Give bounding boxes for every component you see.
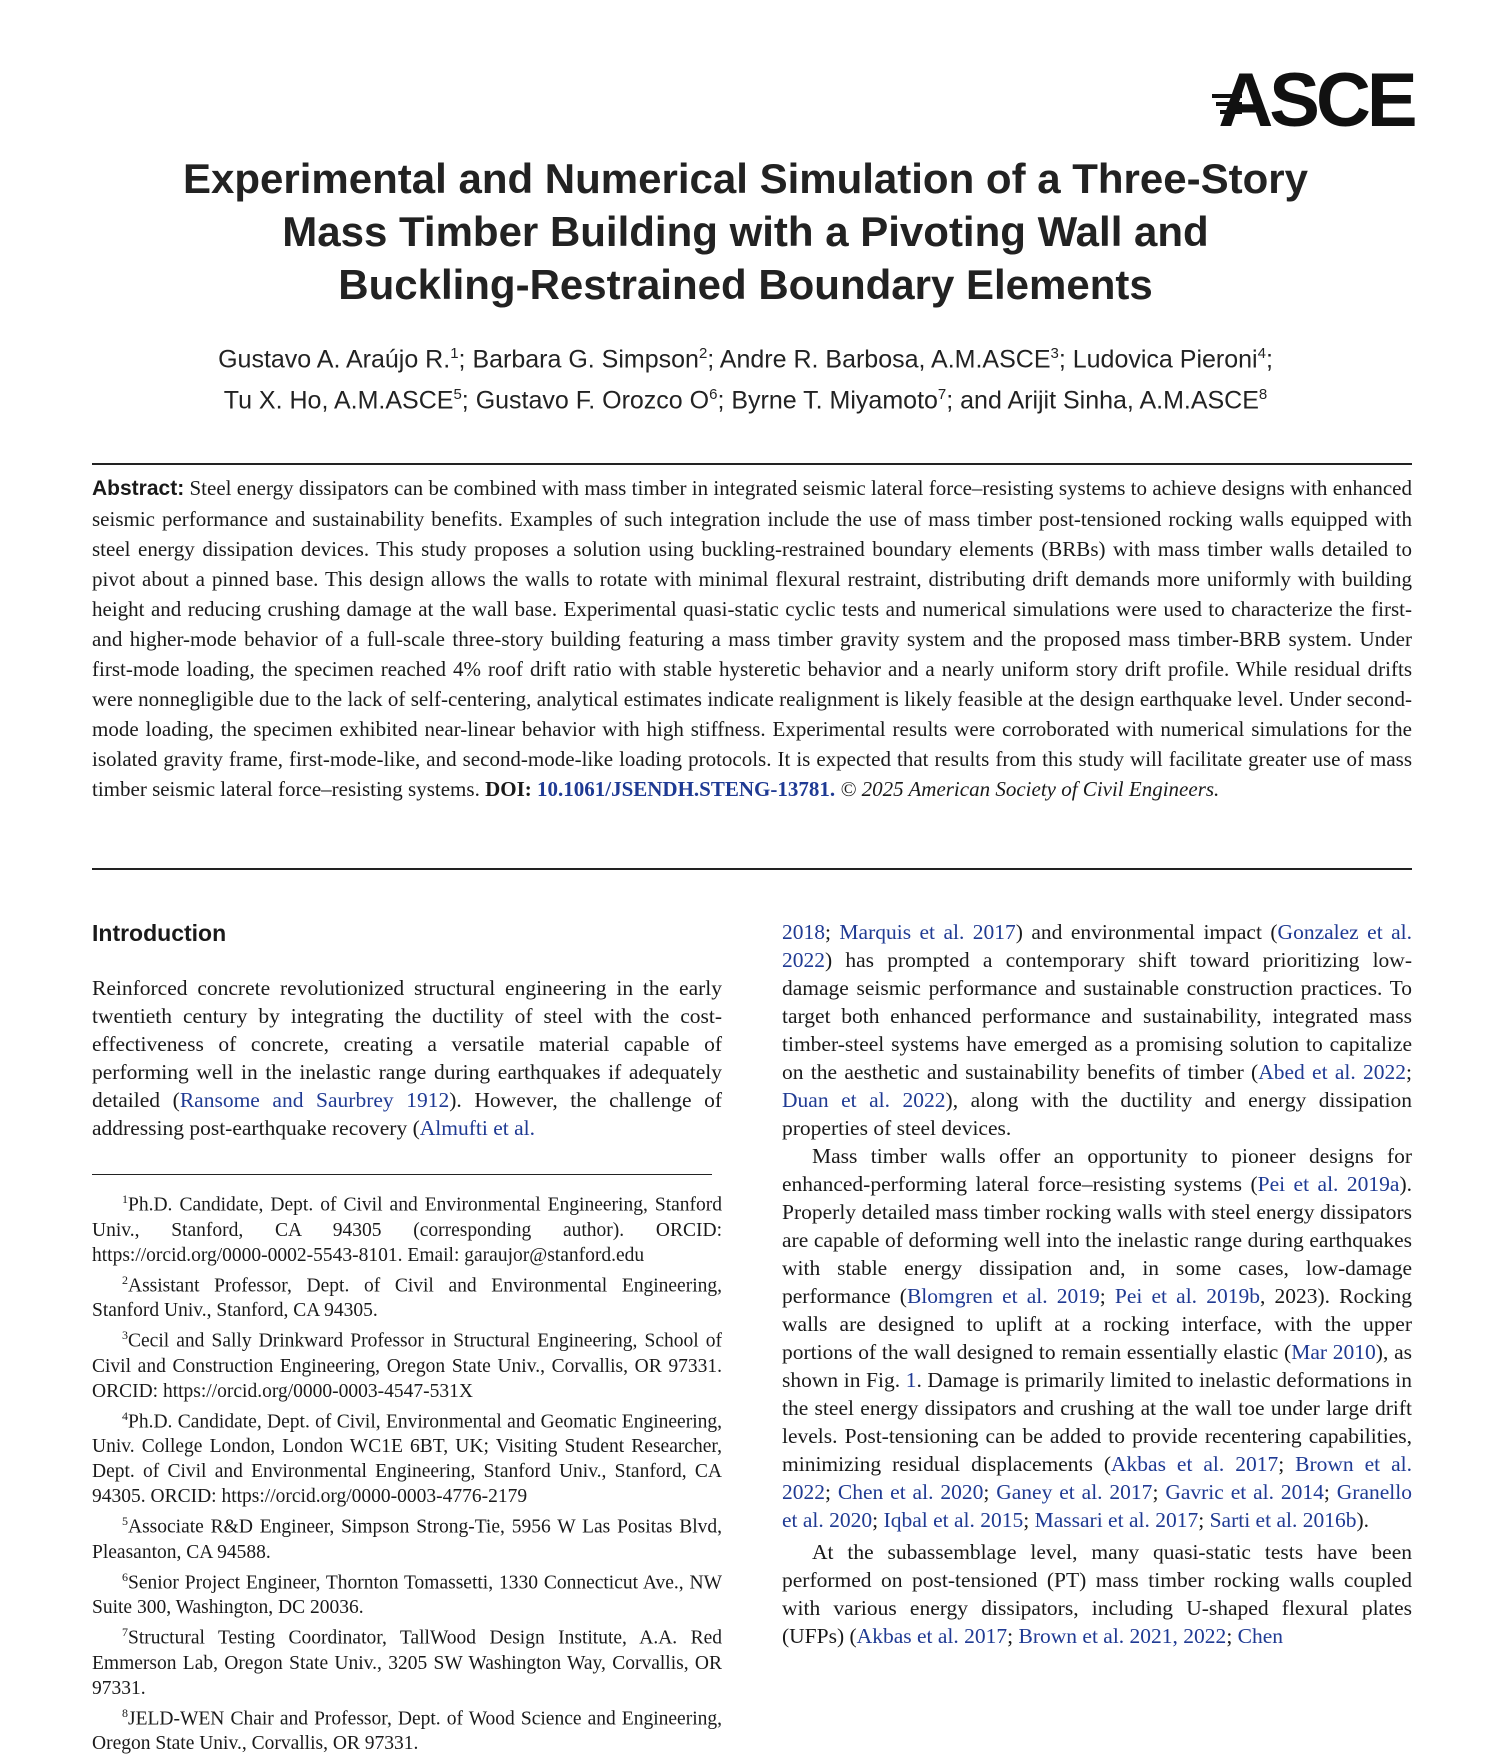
text-run: Mass timber walls offer an opportunity to pioneer designs for enhanced-performing lateral force–resisting systems ( <box>782 1144 1412 1196</box>
author-name: Barbara G. Simpson <box>472 345 699 373</box>
footnote-marker: 3 <box>122 1328 128 1342</box>
citation-link[interactable]: Duan et al. 2022 <box>782 1088 946 1112</box>
citation-link[interactable]: Pei et al. 2019a <box>1258 1172 1400 1196</box>
citation-link[interactable]: Massari et al. 2017 <box>1035 1508 1199 1532</box>
citation-link[interactable]: Brown et al. 2022 <box>782 1452 1412 1504</box>
author-name: Ludovica Pieroni <box>1073 345 1258 373</box>
text-run: ) and environmental impact ( <box>1016 920 1278 944</box>
citation-link[interactable]: Ganey et al. 2017 <box>996 1480 1152 1504</box>
footnote-rule <box>92 1174 712 1175</box>
author-line-2 <box>80 377 1411 418</box>
text-run: ; <box>1324 1480 1337 1504</box>
author-list <box>80 336 1411 419</box>
citation-link[interactable]: Marquis et al. 2017 <box>839 920 1015 944</box>
text-run: ). However, the challenge of addressing post-earthquake recovery ( <box>92 1088 722 1140</box>
title-line: Experimental and Numerical Simulation of a Three-Story <box>80 152 1411 205</box>
right-column <box>782 918 1412 1650</box>
citation-link[interactable]: Brown et al. 2021, 2022 <box>1019 1624 1227 1648</box>
citation-link[interactable]: 2018 <box>782 920 825 944</box>
footnote-text: Cecil and Sally Drinkward Professor in Structural Engineering, School of Civil and Construction Engineering, Oregon State Univ., Corvallis, OR 97331. ORCID: https://orcid.org/0000-0003-4547-531X <box>92 1331 722 1402</box>
footnote <box>92 1620 722 1701</box>
text-run: ; <box>1100 1284 1115 1308</box>
abstract-label: Abstract: <box>92 477 184 500</box>
svg-text:ASCE: ASCE <box>1218 64 1414 132</box>
asce-logo <box>1212 64 1418 132</box>
citation-link[interactable]: Sarti et al. 2016b <box>1210 1508 1357 1532</box>
text-run: ). Properly detailed mass timber rocking walls with steel energy dissipators are capable of deforming well into the inelastic range during earthquakes with stable energy dissipation and, in some cases, low-damage performance ( <box>782 1172 1412 1308</box>
footnote-text: Structural Testing Coordinator, TallWood Design Institute, A.A. Red Emmerson Lab, Oregon State Univ., 3205 SW Washington Way, Corvallis, OR 97331. <box>92 1628 722 1699</box>
text-run: Reinforced concrete revolutionized structural engineering in the early twentieth century by integrating the ductility of steel with the cost-effectiveness of concrete, creating a versatile material capable of performing well in the inelastic range during earthquakes if adequately detailed ( <box>92 976 722 1112</box>
footnote <box>92 1509 722 1565</box>
citation-link[interactable]: Chen <box>1238 1624 1283 1648</box>
abstract <box>92 473 1412 804</box>
abstract-top-rule <box>92 463 1412 465</box>
text-run: ; <box>1023 1508 1034 1532</box>
citation-link[interactable]: Blomgren et al. 2019 <box>907 1284 1100 1308</box>
affiliation-marker: 3 <box>1051 345 1059 362</box>
affiliation-marker: 2 <box>699 345 707 362</box>
text-run: ; <box>1226 1624 1237 1648</box>
footnote-marker: 2 <box>122 1273 128 1287</box>
separator: ; <box>707 345 720 373</box>
article-title <box>80 152 1411 311</box>
citation-link[interactable]: Almufti et al. <box>420 1116 535 1140</box>
author-name: Tu X. Ho, A.M.ASCE <box>224 387 454 415</box>
abstract-text: Steel energy dissipators can be combined with mass timber in integrated seismic lateral force–resisting systems to achieve designs with enhanced seismic performance and sustainability benefits. Examples of such integration include the use of mass timber post-tensioned rocking walls equipped with steel energy dissipation devices. This study proposes a solution using buckling-restrained boundary elements (BRBs) with mass timber walls detailed to pivot about a pinned base. This design allows the walls to rotate with minimal flexural restraint, distributing drift demands more uniformly with building height and reducing crushing damage at the wall base. Experimental quasi-static cyclic tests and numerical simulations were used to characterize the first- and higher-mode behavior of a full-scale three-story building featuring a mass timber gravity system and the proposed mass timber-BRB system. Under first-mode loading, the specimen reached 4% roof drift ratio with stable hysteretic behavior and a nearly uniform story drift profile. While residual drifts were nonnegligible due to the lack of self-centering, analytical estimates indicate realignment is likely feasible at the design earthquake level. Under second-mode loading, the specimen exhibited near-linear behavior with high stiffness. Experimental results were corroborated with numerical simulations for the isolated gravity frame, first-mode-like, and second-mode-like loading protocols. It is expected that results from this study will facilitate greater use of mass timber seismic lateral force–resisting systems. <box>92 476 1412 801</box>
author-name: Gustavo F. Orozco O <box>476 387 709 415</box>
text-run: , 2023). Rocking walls are designed to uplift at a rocking interface, with the upper portions of the wall designed to remain essentially elastic ( <box>782 1284 1412 1364</box>
text-run: ). <box>1356 1508 1369 1532</box>
footnote-marker: 8 <box>122 1706 128 1720</box>
separator: ; <box>1266 345 1273 373</box>
citation-link[interactable]: Iqbal et al. 2015 <box>884 1508 1024 1532</box>
text-run: ; <box>1152 1480 1165 1504</box>
text-run: ; <box>1406 1060 1412 1084</box>
footnote-text: Associate R&D Engineer, Simpson Strong-Tie, 5956 W Las Positas Blvd, Pleasanton, CA 94588. <box>92 1517 722 1563</box>
affiliation-marker: 5 <box>453 386 461 403</box>
citation-link[interactable]: Akbas et al. 2017 <box>857 1624 1007 1648</box>
footnote-text: Assistant Professor, Dept. of Civil and Environmental Engineering, Stanford Univ., Stanford, CA 94305. <box>92 1275 722 1321</box>
citation-link[interactable]: Gonzalez et al. 2022 <box>782 920 1412 972</box>
left-column <box>92 918 722 1756</box>
affiliation-marker: 8 <box>1259 386 1267 403</box>
text-run: ), as shown in Fig. <box>782 1340 1412 1392</box>
citation-link[interactable]: Chen et al. 2020 <box>838 1480 983 1504</box>
affiliation-marker: 1 <box>450 345 458 362</box>
citation-link[interactable]: Gavric et al. 2014 <box>1165 1480 1324 1504</box>
separator: ; and <box>946 387 1007 415</box>
doi-label: DOI: <box>485 777 532 801</box>
title-line: Buckling-Restrained Boundary Elements <box>80 258 1411 311</box>
footnote-text: Ph.D. Candidate, Dept. of Civil and Environmental Engineering, Stanford Univ., Stanford, CA 94305 (corresponding author). ORCID: https://orcid.org/0000-0002-5543-8101. Email: garaujor@stanford.edu <box>92 1195 722 1266</box>
footnotes <box>92 1187 722 1756</box>
body-paragraph <box>782 1538 1412 1650</box>
section-heading-introduction: Introduction <box>92 918 722 948</box>
affiliation-marker: 7 <box>938 386 946 403</box>
title-line: Mass Timber Building with a Pivoting Wall and <box>80 205 1411 258</box>
footnote-marker: 6 <box>122 1570 128 1584</box>
footnote-marker: 5 <box>122 1514 128 1528</box>
text-run: ; <box>825 920 839 944</box>
body-paragraph <box>782 918 1412 1142</box>
footnote <box>92 1701 722 1756</box>
author-name: Andre R. Barbosa, A.M.ASCE <box>720 345 1051 373</box>
citation-link[interactable]: Granello et al. 2020 <box>782 1480 1412 1532</box>
separator: ; <box>717 387 731 415</box>
footnote <box>92 1187 722 1268</box>
citation-link[interactable]: Abed et al. 2022 <box>1258 1060 1406 1084</box>
citation-link[interactable]: Akbas et al. 2017 <box>1111 1452 1278 1476</box>
footnote-marker: 4 <box>122 1409 128 1423</box>
footnote <box>92 1404 722 1510</box>
text-run: ; <box>1007 1624 1018 1648</box>
author-name: Arijit Sinha, A.M.ASCE <box>1007 387 1258 415</box>
separator: ; <box>1059 345 1073 373</box>
footnote <box>92 1565 722 1621</box>
abstract-bottom-rule <box>92 868 1412 870</box>
citation-link[interactable]: Mar 2010 <box>1291 1340 1376 1364</box>
affiliation-marker: 6 <box>709 386 717 403</box>
doi-link[interactable]: 10.1061/JSENDH.STENG-13781. <box>537 777 835 801</box>
footnote <box>92 1268 722 1324</box>
footnote-marker: 1 <box>122 1192 128 1206</box>
body-paragraph <box>782 1142 1412 1534</box>
separator: ; <box>459 345 473 373</box>
text-run: ) has prompted a contemporary shift toward prioritizing low-damage seismic performance and sustainable construction practices. To target both enhanced performance and sustainability, integrated mass timber-steel systems have emerged as a promising solution to capitalize on the aesthetic and sustainability benefits of timber ( <box>782 948 1412 1084</box>
citation-link[interactable]: Pei et al. 2019b <box>1115 1284 1260 1308</box>
intro-paragraph <box>92 974 722 1142</box>
citation-link[interactable]: Ransome and Saurbrey 1912 <box>180 1088 449 1112</box>
author-name: Gustavo A. Araújo R. <box>218 345 450 373</box>
affiliation-marker: 4 <box>1258 345 1266 362</box>
footnote-marker: 7 <box>122 1625 128 1639</box>
author-line-1 <box>80 336 1411 377</box>
citation-link[interactable]: 1 <box>906 1368 917 1392</box>
footnote <box>92 1323 722 1404</box>
text-run: ; <box>983 1480 996 1504</box>
text-run: ; <box>825 1480 838 1504</box>
text-run: ; <box>1198 1508 1209 1532</box>
copyright-notice: © 2025 American Society of Civil Engineers. <box>840 777 1219 801</box>
author-name: Byrne T. Miyamoto <box>731 387 938 415</box>
text-run: ), along with the ductility and energy dissipation properties of steel devices. <box>782 1088 1412 1140</box>
text-run: ; <box>1278 1452 1295 1476</box>
footnote-text: JELD-WEN Chair and Professor, Dept. of Wood Science and Engineering, Oregon State Univ., Corvallis, OR 97331. <box>92 1708 722 1754</box>
footnote-text: Senior Project Engineer, Thornton Tomassetti, 1330 Connecticut Ave., NW Suite 300, Washington, DC 20036. <box>92 1572 722 1618</box>
text-run: ; <box>872 1508 883 1532</box>
text-run: . Damage is primarily limited to inelastic deformations in the steel energy dissipators and crushing at the wall toe under large drift levels. Post-tensioning can be added to provide recentering capabilities, minimizing residual displacements ( <box>782 1368 1412 1476</box>
footnote-text: Ph.D. Candidate, Dept. of Civil, Environmental and Geomatic Engineering, Univ. College London, London WC1E 6BT, UK; Visiting Student Researcher, Dept. of Civil and Environmental Engineering, Stanford Univ., Stanford, CA 94305. ORCID: https://orcid.org/0000-0003-4776-2179 <box>92 1411 722 1507</box>
text-run: At the subassemblage level, many quasi-static tests have been performed on post-tensioned (PT) mass timber rocking walls coupled with various energy dissipators, including U-shaped flexural plates (UFPs) ( <box>782 1540 1412 1648</box>
separator: ; <box>462 387 476 415</box>
